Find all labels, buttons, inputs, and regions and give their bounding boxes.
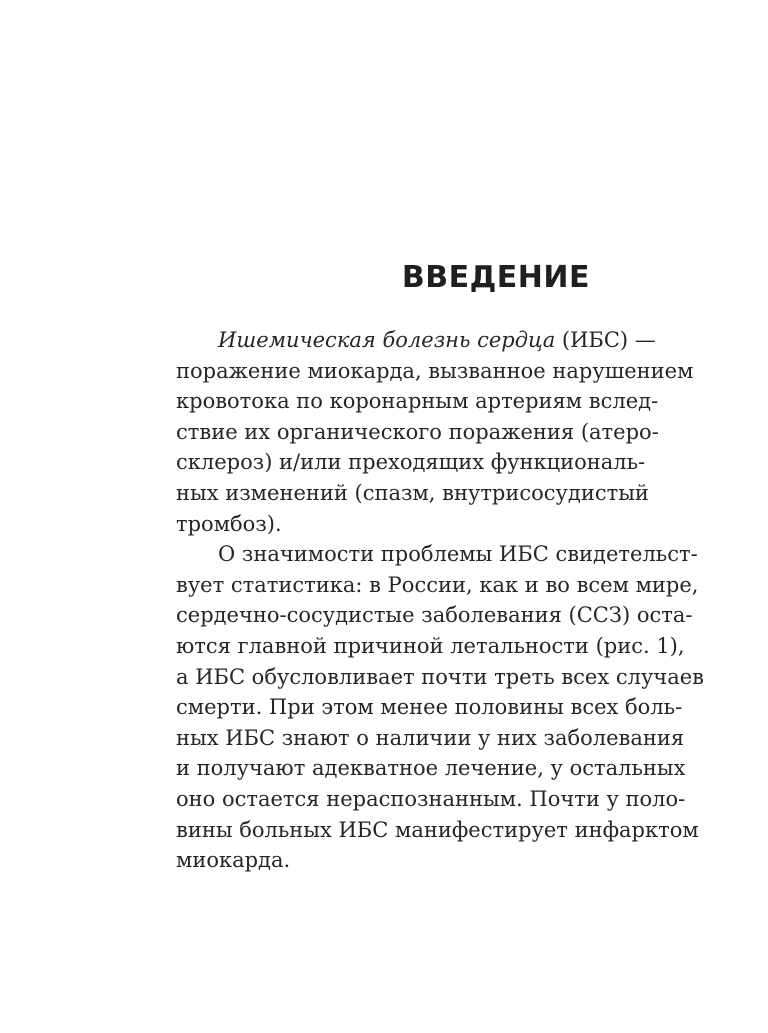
- chapter-heading: ВВЕДЕНИЕ: [401, 260, 590, 295]
- term-italic: Ишемическая болезнь сердца: [218, 328, 556, 352]
- paragraph-2: [176, 539, 704, 876]
- text-line: ствие их органического поражения (атеро-: [176, 419, 659, 444]
- text-line: ных ИБС знают о наличии у них заболевания: [176, 725, 685, 750]
- text-line: склероз) и/или преходящих функциональ-: [176, 450, 646, 475]
- text-line: кровотока по коронарным артериям вслед-: [176, 389, 659, 414]
- text-line: сердечно-сосудистые заболевания (ССЗ) оста-: [176, 603, 693, 628]
- text-line: миокарда.: [176, 848, 291, 873]
- text-line: оно остается нераспознанным. Почти у поло-: [176, 786, 686, 811]
- text-line: вует статистика: в России, как и во всем мире,: [176, 572, 699, 597]
- body-text: [176, 325, 704, 876]
- paragraph-1: [176, 325, 694, 539]
- text-line: и получают адекватное лечение, у остальных: [176, 756, 686, 781]
- text-line: О значимости проблемы ИБС свидетельст-: [218, 542, 698, 567]
- text-line: смерти. При этом менее половины всех боль-: [176, 695, 683, 720]
- text-line: тромбоз).: [176, 511, 282, 536]
- text-line: а ИБС обусловливает почти треть всех случаев: [176, 664, 704, 689]
- text-line: ются главной причиной летальности (рис. 1),: [176, 633, 685, 658]
- paragraph-1-line-1: [176, 325, 656, 356]
- text-line: поражение миокарда, вызванное нарушением: [176, 358, 694, 383]
- term-abbrev: (ИБС) —: [555, 328, 656, 352]
- text-line: ных изменений (спазм, внутрисосудистый: [176, 480, 649, 505]
- text-line: вины больных ИБС манифестирует инфарктом: [176, 817, 699, 842]
